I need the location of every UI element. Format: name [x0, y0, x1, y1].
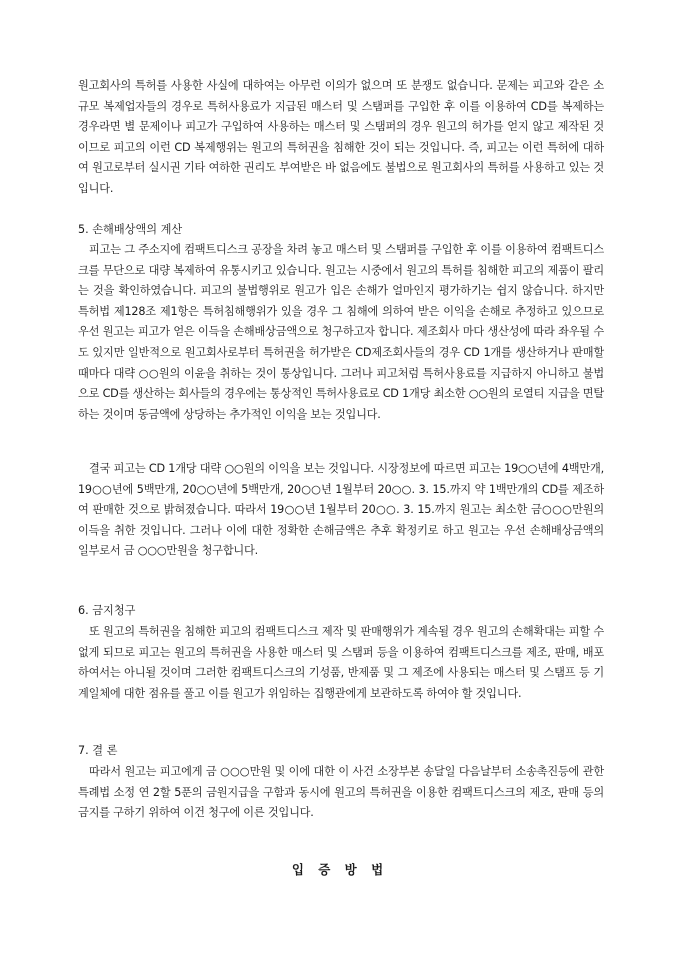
section-6-paragraph: 또 원고의 특허권을 침해한 피고의 컴팩트디스크 제작 및 판매행위가 계속될 경우 원고의 손해확대는 피할 수 없게 되므로 피고는 원고의 특허권을 사용한 매스터 및 스탬퍼 등을 이용하여 컴팩트디스크를 제조, 판매, 배포하여서는 아니될 것이며 그러한 컴팩트디스크의 기성품, 반제품 및 그 제조에 사용되는 매스터 및 스탬프 등 기계일체에 대한 점유를 풀고 이를 원고가 위임하는 집행관에게 보관하도록 하여야 할 것입니다. — [78, 625, 604, 700]
section-5-paragraph-1: 피고는 그 주소지에 컴팩트디스크 공장을 차려 놓고 매스터 및 스탬퍼를 구입한 후 이를 이용하여 컴팩트디스크를 무단으로 대량 복제하여 유통시키고 있습니다. 원고는 시중에서 원고의 특허를 침해한 피고의 제품이 팔리는 것을 확인하였습니다. 피고의 불법행위로 원고가 입은 손해가 얼마인지 평가하기는 쉽지 않습니다. 하지만 특허법 제128조 제1항은 특허침해행위가 있을 경우 그 침해에 의하여 받은 이익을 손해로 추정하고 있으므로 우선 원고는 피고가 얻은 이득을 손해배상금액으로 청구하고자 합니다. 제조회사 마다 생산성에 따라 좌우될 수도 있지만 일반적으로 원고회사로부터 특허권을 허가받은 CD제조회사들의 경우 CD 1개를 생산하거나 판매할 때마다 대략 ○○원의 이윤을 취하는 것이 통상입니다. 그러나 피고처럼 특허사용료를 지급하지 아니하고 불법으로 CD를 생산하는 회사들의 경우에는 통상적인 특허사용료로 CD 1개당 최소한 ○○원의 로열티 지급을 면탈하는 것이며 동금액에 상당하는 추가적인 이익을 보는 것입니다. — [78, 243, 605, 421]
section-5-paragraph-2: 결국 피고는 CD 1개당 대략 ○○원의 이익을 보는 것입니다. 시장정보에 따르면 피고는 19○○년에 4백만개, 19○○년에 5백만개, 20○○년에 5백만개, 20○○년 1월부터 20○○. 3. 15.까지 약 1백만개의 CD를 제조하여 판매한 것으로 밝혀졌습니다. 따라서 19○○년 1월부터 20○○. 3. 15.까지 원고는 최소한 금○○○만원의 이득을 취한 것입니다. 그러나 이에 대한 정확한 손해금액은 추후 확정키로 하고 원고는 우선 손해배상금액의 일부로서 금 ○○○만원을 청구합니다. — [78, 462, 604, 558]
section-7-heading: 7. 결 론 — [78, 744, 118, 757]
evidence-methods-title: 입 증 방 법 — [291, 862, 389, 877]
section-6-heading: 6. 금지청구 — [78, 604, 136, 617]
section-7-paragraph: 따라서 원고는 피고에게 금 ○○○만원 및 이에 대한 이 사건 소장부본 송달일 다음날부터 소송촉진등에 관한 특례법 소정 연 2할 5푼의 금원지급을 구함과 동시에 원고의 특허권을 이용한 컴팩트디스크의 제조, 판매 등의 금지를 구하기 위하여 이건 청구에 이른 것입니다. — [78, 765, 604, 820]
section-5-heading: 5. 손해배상액의 계산 — [78, 223, 183, 236]
intro-paragraph: 원고회사의 특허를 사용한 사실에 대하여는 아무런 이의가 없으며 또 분쟁도 없습니다. 문제는 피고와 같은 소규모 복제업자들의 경우로 특허사용료가 지급된 매스터 및 스탬퍼를 구입한 후 이를 이용하여 CD를 복제하는 경우라면 별 문제이나 피고가 구입하여 사용하는 매스터 및 스탬퍼의 경우 원고의 허가를 얻지 않고 제작된 것이므로 피고의 이런 CD 복제행위는 원고의 특허권을 침해한 것이 되는 것입니다. 즉, 피고는 이런 특허에 대하여 원고로부터 실시권 기타 여하한 권리도 부여받은 바 없음에도 불법으로 원고회사의 특허를 사용하고 있는 것입니다. — [78, 79, 604, 195]
